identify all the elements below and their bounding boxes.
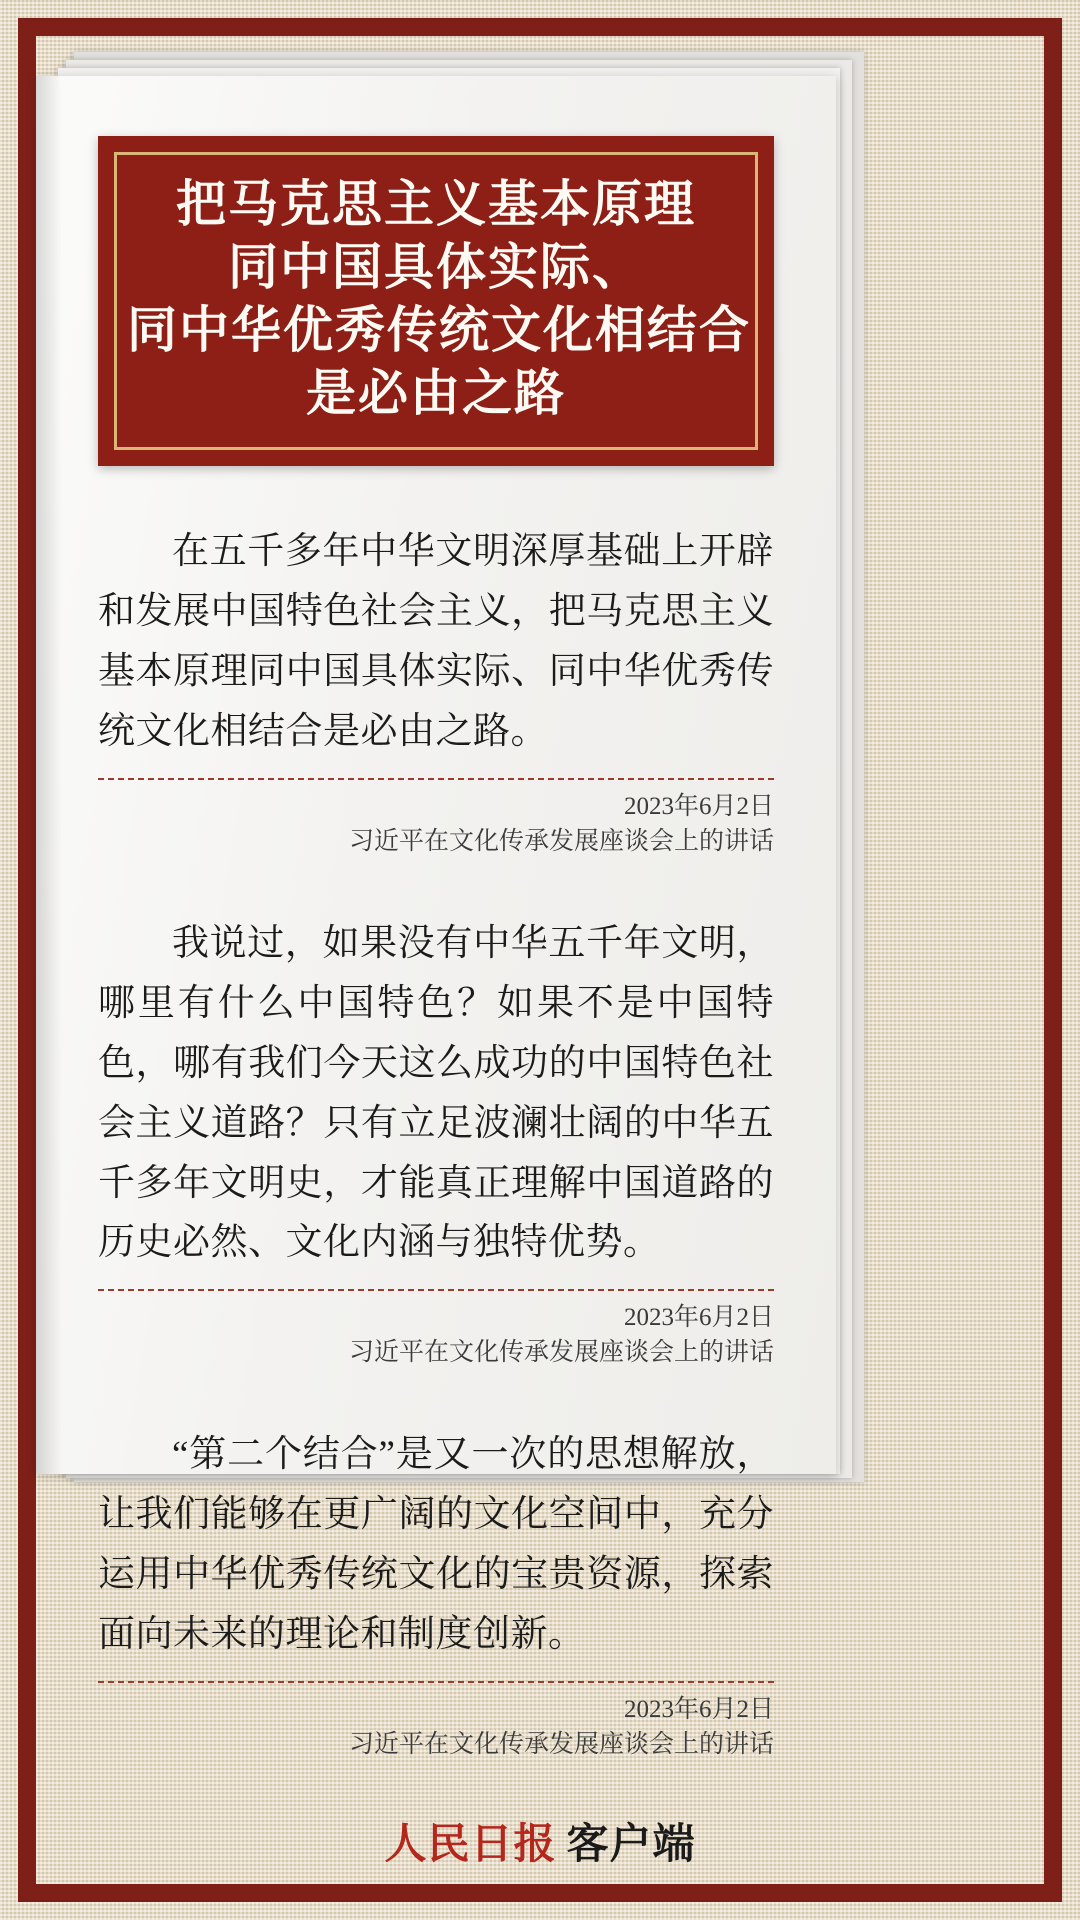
quote-divider <box>98 778 774 780</box>
quote-attribution <box>98 1301 774 1371</box>
quote-date: 2023年6月2日 <box>623 1304 774 1332</box>
page-title-line-4: 是必由之路 <box>306 364 566 422</box>
quote-divider <box>98 1681 774 1683</box>
footer-branding <box>0 1806 1080 1876</box>
quote-source: 习近平在文化传承发展座谈会上的讲话 <box>348 1339 774 1367</box>
quote-date: 2023年6月2日 <box>623 792 774 820</box>
quote-source: 习近平在文化传承发展座谈会上的讲话 <box>348 827 774 855</box>
page-title-line-3: 同中华优秀传统文化相结合 <box>127 301 751 359</box>
footer-app-name: 客户端 <box>566 1819 696 1868</box>
page-title-line-1: 把马克思主义基本原理 <box>176 175 696 233</box>
quote-text: “第二个结合”是又一次的思想解放，让我们能够在更广阔的文化空间中，充分运用中华优秀传统文化的宝贵资源，探索面向未来的理论和制度创新。 <box>98 1434 774 1656</box>
quote-text: 我说过，如果没有中华五千年文明，哪里有什么中国特色？如果不是中国特色，哪有我们今天这么成功的中国特色社会主义道路？只有立足波澜壮阔的中华五千多年文明史，才能真正理解中国道路的历史必然、文化内涵与独特优势。 <box>98 922 774 1264</box>
quote-attribution <box>98 1693 774 1763</box>
quote-date: 2023年6月2日 <box>623 1696 774 1724</box>
page-stack <box>36 52 1046 1758</box>
quote-block <box>98 522 774 860</box>
quote-divider <box>98 1289 774 1291</box>
document-page <box>36 76 836 1758</box>
quote-text: 在五千多年中华文明深厚基础上开辟和发展中国特色社会主义，把马克思主义基本原理同中国具体实际、同中华优秀传统文化相结合是必由之路。 <box>98 531 774 752</box>
quote-attribution <box>98 790 774 860</box>
peoples-daily-logo-icon: 人民日报 <box>384 1819 557 1868</box>
title-plaque-border <box>114 152 758 450</box>
quote-source: 习近平在文化传承发展座谈会上的讲话 <box>348 1730 774 1758</box>
quote-block <box>98 914 774 1372</box>
title-plaque <box>98 136 774 466</box>
quote-block <box>98 1425 774 1763</box>
page-title-line-2: 同中国具体实际、 <box>228 238 644 296</box>
